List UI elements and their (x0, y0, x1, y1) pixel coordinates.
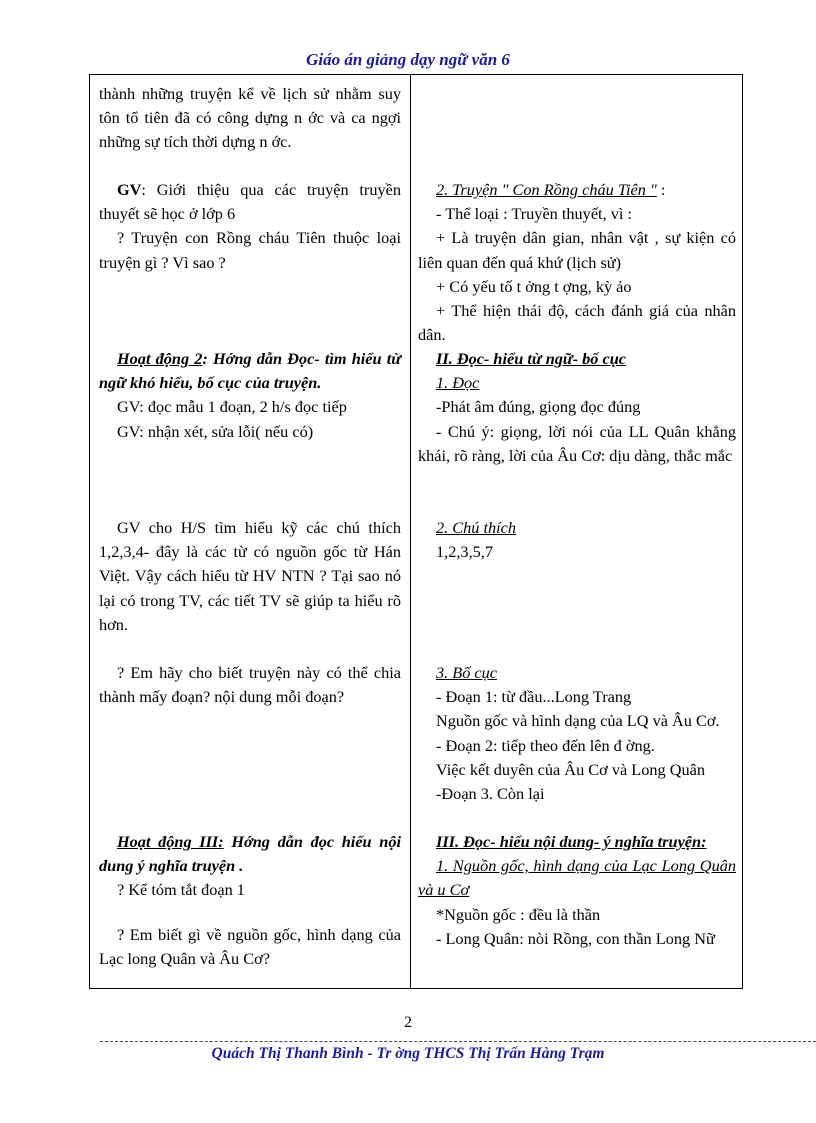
genre-line: - Thể loại : Truyền thuyết, vì : (436, 204, 632, 224)
part-1-content: Nguồn gốc và hình dạng của LQ và Âu Cơ. (436, 711, 720, 731)
activity-3 (99, 830, 401, 878)
origin-heading: 1. Nguồn gốc, hình dạng của Lạc Long Quân và u Cơ (418, 856, 736, 900)
column-divider (410, 75, 411, 988)
layout-heading: 3. Bố cục (436, 663, 498, 682)
part-2-content: Việc kết duyên của Âu Cơ và Long Quân (436, 759, 705, 779)
origin-1: *Nguồn gốc : đều là thần (436, 904, 601, 924)
gv-intro (99, 178, 401, 226)
activity-3-label: Hoạt động III: (117, 832, 224, 851)
reason-1: + Là truyện dân gian, nhân vật , sự kiện có liên quan đến quá khứ (lịch sử) (418, 228, 736, 272)
part-3: -Đoạn 3. Còn lại (436, 784, 545, 804)
notes-heading: 2. Chú thích (436, 518, 517, 537)
notes-list: 1,2,3,5,7 (436, 542, 493, 562)
question-1: ? Truyện con Rồng cháu Tiên thuộc loại truyện gì ? Vì sao ? (99, 228, 401, 272)
reason-2: + Có yếu tố t ởng t ợng, kỳ ảo (436, 276, 632, 296)
section-2-heading: 2. Truyện " Con Rồng cháu Tiên " : (436, 180, 666, 199)
origin-2: - Long Quân: nòi Rồng, con thần Long Nữ (436, 928, 715, 948)
activity-3-title: Hớng dẫn đọc hiểu nội dung ý nghĩa truyện . (99, 832, 401, 876)
question-2: ? Em hãy cho biết truyện này có thể chia thành mấy đoạn? nội dung mỗi đoạn? (99, 663, 401, 707)
footer-divider (100, 1041, 816, 1042)
gv-label: GV (117, 180, 142, 199)
footer-author: Quách Thị Thanh Bình - Tr ờng THCS Thị Trấn Hàng Trạm (211, 1045, 605, 1062)
section-II-heading: II. Đọc- hiểu từ ngữ- bố cục (436, 349, 627, 368)
page-number: 2 (404, 1014, 412, 1031)
part-2: - Đoạn 2: tiếp theo đến lên đ ờng. (436, 735, 655, 755)
gv-read: GV: đọc mẫu 1 đoạn, 2 h/s đọc tiếp (117, 397, 347, 417)
reading-1: -Phát âm đúng, giọng đọc đúng (436, 397, 641, 417)
lesson-table (89, 74, 743, 989)
reading-heading: 1. Đọc (436, 373, 480, 393)
header-title: Giáo án giảng dạy ngữ văn 6 (306, 50, 510, 69)
reason-3: + Thể hiện thái độ, cách đánh giá của nhân dân. (418, 301, 736, 345)
activity-2-label: Hoạt động 2 (117, 349, 203, 368)
part-1: - Đoạn 1: từ đầu...Long Trang (436, 687, 632, 707)
reading-2: - Chú ý: giọng, lời nói của LL Quân khẳng khái, rõ ràng, lời của Âu Cơ: dịu dàng, thắc mắc (418, 421, 736, 465)
question-4: ? Em biết gì về nguồn gốc, hình dạng của Lạc long Quân và Âu Cơ? (99, 925, 401, 969)
activity-2 (99, 347, 401, 395)
gv-fix: GV: nhận xét, sửa lỗi( nếu có) (117, 421, 314, 441)
section-III-heading: III. Đọc- hiểu nội dung- ý nghĩa truyện: (436, 832, 707, 851)
intro-paragraph: thành những truyện kể về lịch sử nhằm suy tôn tổ tiên đã có công dựng n ớc và ca ngợi những sự tích thời dựng n ớc. (99, 84, 401, 152)
gv-text: : Giới thiệu qua các truyện truyền thuyết sẽ học ở lớp 6 (99, 180, 401, 224)
question-3: ? Kể tóm tắt đoạn 1 (117, 880, 245, 900)
gv-chuthich: GV cho H/S tìm hiểu kỹ các chú thích 1,2,3,4- đây là các từ có nguồn gốc từ Hán Việt. Vậy cách hiểu từ HV NTN ? Tại sao nó lại có trong TV, các tiết TV sẽ giúp ta hiểu rõ hơn. (99, 518, 401, 634)
activity-2-title: : Hớng dẫn Đọc- tìm hiểu từ ngữ khó hiểu, bố cục của truyện. (99, 349, 402, 393)
section-2-title: 2. Truyện " Con Rồng cháu Tiên " (436, 180, 657, 199)
